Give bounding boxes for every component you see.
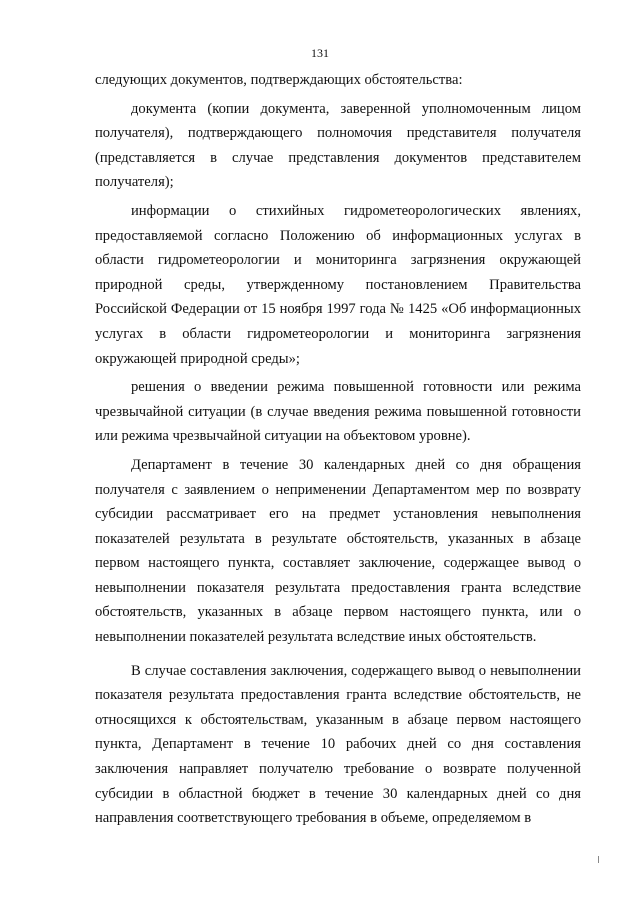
paragraph-department-review: Департамент в течение 30 календарных дней со дня обращения получателя с заявлением о неприменении Департаментом мер по возврату субсидии рассматривает его на предмет установления невыполнения показателей результата в результате обстоятельств, указанных в абзаце первом настоящего пункта, составляет заключение, содержащее вывод о невыполнении показателя результата предоставления гранта вследствие обстоятельств, указанных в абзаце первом настоящего пункта, или о невыполнении показателей результата вследствие иных обстоятельств. (95, 456, 581, 646)
paragraph-continuation: следующих документов, подтверждающих обстоятельства: (95, 72, 463, 88)
paragraph-decision-item: решения о введении режима повышенной готовности или режима чрезвычайной ситуации (в случае введения режима повышенной готовности или режима чрезвычайной ситуации на объектовом уровне). (95, 379, 581, 445)
paragraph-information-item: информации о стихийных гидрометеорологических явлениях, предоставляемой согласно Положению об информационных услугах в области гидрометеорологии и мониторинга загрязнения окружающей природной среды, утвержденному постановлением Правительства Российской Федерации от 15 ноября 1997 года № 1425 «Об информационных услугах в области гидрометеорологии и мониторинга загрязнения окружающей природной среды»; (95, 202, 581, 367)
margin-mark (598, 856, 599, 863)
paragraph-document-item: документа (копии документа, заверенной уполномоченным лицом получателя), подтверждающего полномочия представителя получателя (представляется в случае представления документов представителем получателя); (95, 100, 581, 191)
page-number: 131 (311, 46, 329, 60)
body-text (95, 68, 581, 831)
paragraph-conclusion-case: В случае составления заключения, содержащего вывод о невыполнении показателя результата предоставления гранта вследствие обстоятельств, не относящихся к обстоятельствам, указанным в абзаце первом настоящего пункта, Департамент в течение 10 рабочих дней со дня составления заключения направляет получателю требование о возврате полученной субсидии в областной бюджет в течение 30 календарных дней со дня направления соответствующего требования в объеме, определяемом в (95, 662, 581, 827)
